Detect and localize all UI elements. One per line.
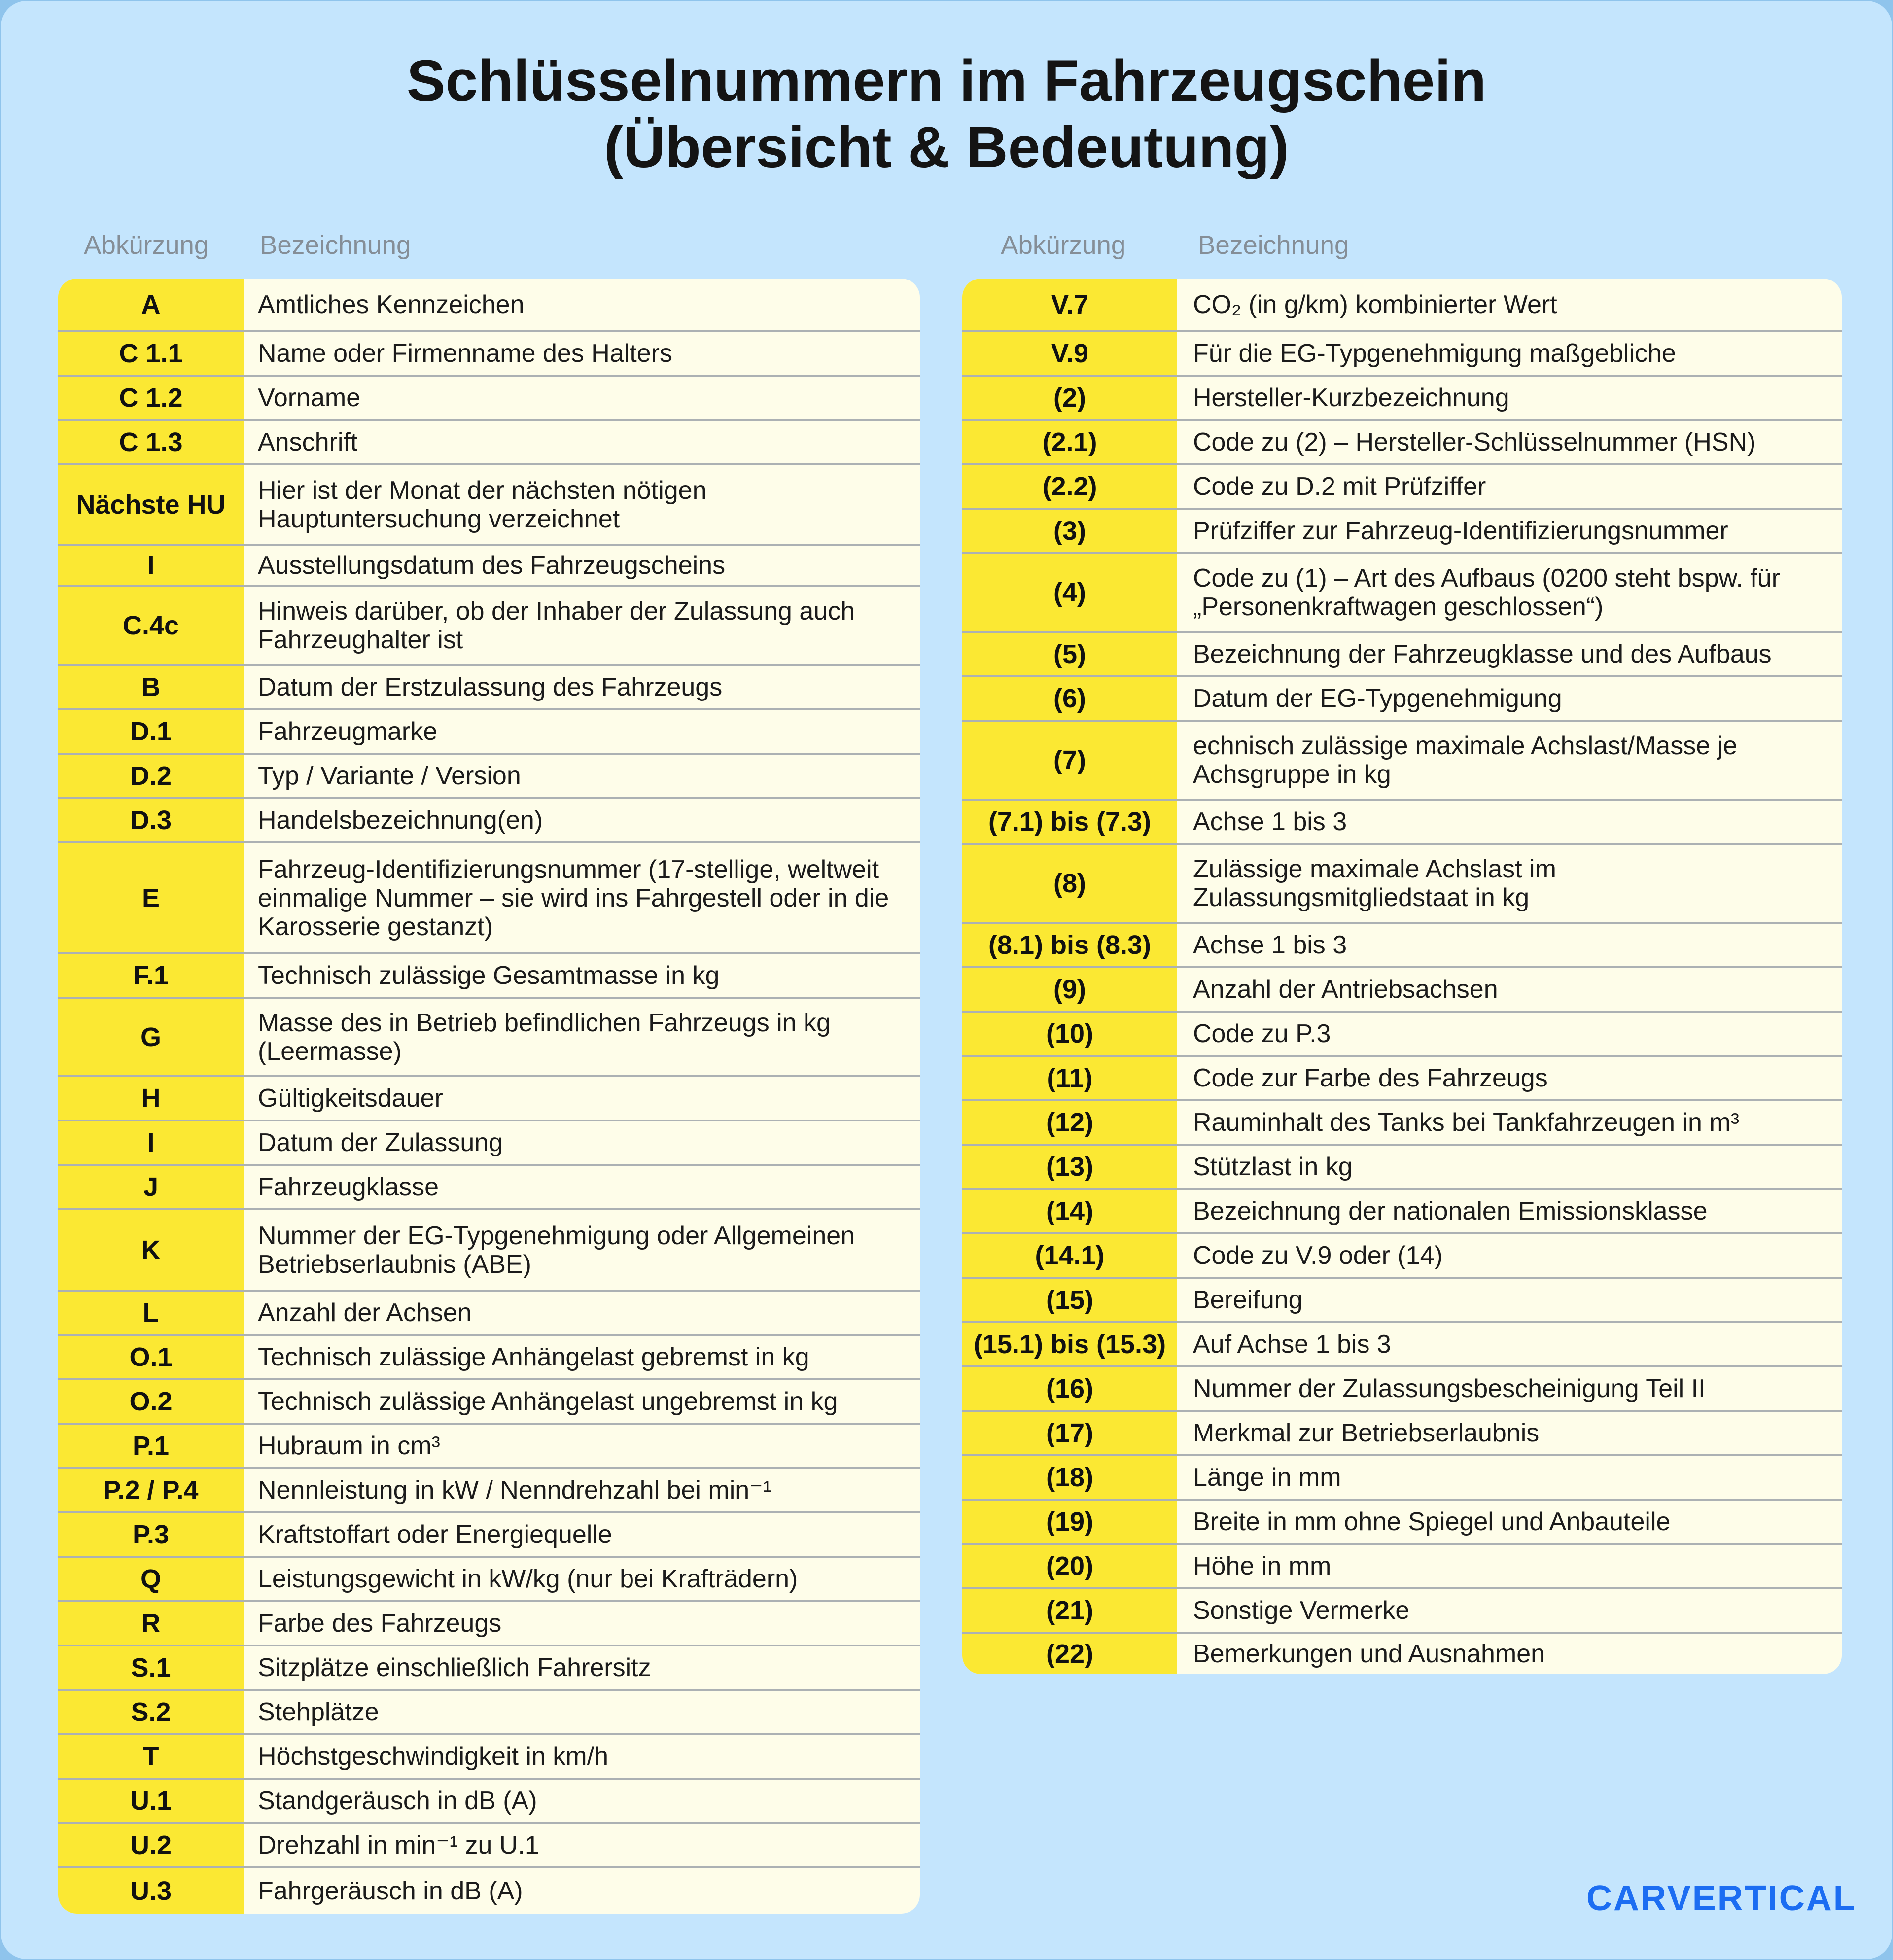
left-table-row: [58, 997, 920, 1075]
abbreviation-cell: (15.1) bis (15.3): [973, 1330, 1166, 1359]
title-line-2: (Übersicht & Bedeutung): [604, 115, 1289, 180]
left-header-abbreviation: Abkürzung: [84, 231, 209, 260]
description-text: Fahrzeug-Identifizierungsnummer (17-stellige, weltweit einmalige Nummer – sie wird ins Fahrgestell oder in die Karosserie gestanzt): [258, 855, 889, 941]
abbreviation-cell: S.2: [131, 1697, 171, 1727]
abbreviation-cell: P.2 / P.4: [103, 1475, 199, 1505]
description-text: Bereifung: [1193, 1286, 1303, 1314]
description-text: Code zu (2) – Hersteller-Schlüsselnummer (HSN): [1193, 428, 1756, 456]
description-cell: [1193, 677, 1832, 720]
left-table-row: [58, 419, 920, 463]
left-table-row: [58, 1733, 920, 1778]
abbreviation-cell: D.3: [130, 805, 172, 835]
right-table-row: [962, 1277, 1842, 1321]
right-table-row: [962, 720, 1842, 799]
description-text: Breite in mm ohne Spiegel und Anbauteile: [1193, 1507, 1671, 1536]
description-cell: [258, 1469, 910, 1511]
abbreviation-cell: K: [141, 1235, 161, 1265]
description-cell: [258, 843, 910, 952]
left-table-row: [58, 841, 920, 952]
description-cell: [1193, 279, 1832, 330]
description-cell: [258, 1868, 910, 1914]
right-table-row: [962, 1410, 1842, 1454]
description-text: Nennleistung in kW / Nenndrehzahl bei min⁻¹: [258, 1476, 771, 1505]
description-text: Technisch zulässige Gesamtmasse in kg: [258, 961, 720, 990]
abbreviation-cell: D.2: [130, 761, 172, 791]
description-cell: [258, 1735, 910, 1778]
abbreviation-cell: (4): [1053, 578, 1086, 607]
right-table-row: [962, 279, 1842, 330]
description-cell: [1193, 332, 1832, 375]
abbreviation-cell: (14.1): [1035, 1241, 1105, 1270]
abbreviation-cell: I: [147, 1128, 155, 1157]
description-text: Für die EG-Typgenehmigung maßgebliche: [1193, 339, 1676, 368]
carvertical-logo: CARVERTICAL: [1586, 1879, 1857, 1918]
description-cell: [258, 377, 910, 419]
description-text: Name oder Firmenname des Halters: [258, 339, 672, 368]
description-cell: [258, 755, 910, 797]
right-header-abbreviation: Abkürzung: [1001, 231, 1126, 260]
abbreviation-cell: (16): [1046, 1374, 1094, 1403]
abbreviation-cell: U.2: [130, 1830, 172, 1860]
description-cell: [258, 465, 910, 544]
description-cell: [1193, 1412, 1832, 1454]
right-table-row: [962, 1454, 1842, 1499]
description-cell: [1193, 1190, 1832, 1232]
abbreviation-cell: (10): [1046, 1019, 1094, 1049]
abbreviation-cell: (17): [1046, 1418, 1094, 1448]
right-table-row: [962, 1365, 1842, 1410]
left-table-row: [58, 279, 920, 330]
abbreviation-cell: O.1: [129, 1342, 173, 1372]
description-cell: [1193, 1589, 1832, 1632]
description-cell: [258, 587, 910, 664]
page-card: [1, 1, 1892, 1959]
description-cell: [1193, 554, 1832, 631]
description-text: Vorname: [258, 384, 361, 412]
abbreviation-cell: H: [141, 1084, 161, 1113]
abbreviation-cell: S.1: [131, 1653, 171, 1682]
description-text: Farbe des Fahrzeugs: [258, 1609, 502, 1638]
description-text: Leistungsgewicht in kW/kg (nur bei Krafträdern): [258, 1565, 798, 1593]
description-cell: [1193, 1501, 1832, 1543]
description-cell: [258, 1602, 910, 1645]
description-text: Länge in mm: [1193, 1463, 1341, 1492]
abbreviation-cell: (15): [1046, 1285, 1094, 1315]
abbreviation-cell: V.9: [1051, 339, 1089, 368]
right-table-row: [962, 1144, 1842, 1188]
right-table-row: [962, 508, 1842, 552]
description-text: Sonstige Vermerke: [1193, 1596, 1410, 1625]
description-cell: [1193, 1146, 1832, 1188]
abbreviation-cell: P.1: [132, 1431, 170, 1461]
abbreviation-cell: L: [142, 1298, 159, 1328]
left-table-row: [58, 1334, 920, 1378]
left-table-row: [58, 330, 920, 375]
abbreviation-cell: J: [143, 1172, 159, 1202]
description-text: Datum der Zulassung: [258, 1128, 503, 1157]
description-cell: [258, 954, 910, 997]
abbreviation-cell: G: [140, 1022, 161, 1052]
left-table-row: [58, 1556, 920, 1600]
description-cell: [1193, 510, 1832, 552]
left-table-row: [58, 585, 920, 664]
abbreviation-cell: (21): [1046, 1596, 1094, 1625]
right-table-row: [962, 631, 1842, 675]
description-cell: [1193, 1545, 1832, 1587]
right-table-row: [962, 1632, 1842, 1674]
description-cell: [1193, 1456, 1832, 1499]
description-cell: [1193, 1057, 1832, 1099]
description-cell: [1193, 421, 1832, 463]
description-text: Drehzahl in min⁻¹ zu U.1: [258, 1831, 539, 1859]
description-cell: [1193, 465, 1832, 508]
abbreviation-cell: R: [141, 1609, 161, 1638]
description-text: Hubraum in cm³: [258, 1432, 440, 1460]
left-table-row: [58, 1075, 920, 1120]
description-text: Auf Achse 1 bis 3: [1193, 1330, 1391, 1359]
description-cell: [1193, 722, 1832, 799]
description-cell: [1193, 1279, 1832, 1321]
abbreviation-cell: U.1: [130, 1786, 172, 1816]
description-cell: [258, 710, 910, 753]
abbreviation-cell: I: [147, 551, 155, 580]
description-text: Stützlast in kg: [1193, 1153, 1353, 1181]
description-cell: [258, 1121, 910, 1164]
left-table-row: [58, 708, 920, 753]
description-text: Anzahl der Achsen: [258, 1298, 472, 1327]
description-text: echnisch zulässige maximale Achslast/Masse je Achsgruppe in kg: [1193, 732, 1738, 789]
description-cell: [258, 1380, 910, 1423]
abbreviation-cell: (8.1) bis (8.3): [988, 930, 1152, 960]
description-text: Bemerkungen und Ausnahmen: [1193, 1640, 1545, 1668]
description-cell: [1193, 1013, 1832, 1055]
left-table-row: [58, 375, 920, 419]
description-cell: [258, 1292, 910, 1334]
left-table-row: [58, 1423, 920, 1467]
description-text: Zulässige maximale Achslast im Zulassungsmitgliedstaat in kg: [1193, 855, 1556, 912]
abbreviation-cell: C 1.2: [119, 383, 183, 413]
right-table: [962, 279, 1842, 1674]
left-table-row: [58, 1467, 920, 1511]
description-text: Hier ist der Monat der nächsten nötigen Hauptuntersuchung verzeichnet: [258, 476, 707, 533]
right-table-row: [962, 675, 1842, 720]
description-text: Höhe in mm: [1193, 1552, 1332, 1580]
right-table-row: [962, 966, 1842, 1011]
description-text: Typ / Variante / Version: [258, 762, 521, 790]
right-table-row: [962, 1321, 1842, 1365]
abbreviation-cell: D.1: [130, 717, 172, 746]
left-table-row: [58, 1378, 920, 1423]
description-text: Bezeichnung der nationalen Emissionsklasse: [1193, 1197, 1708, 1225]
right-table-row: [962, 1587, 1842, 1632]
abbreviation-cell: (2): [1053, 383, 1086, 413]
left-table-row: [58, 664, 920, 708]
left-table-row: [58, 797, 920, 841]
left-table-row: [58, 1120, 920, 1164]
description-text: Stehplätze: [258, 1698, 379, 1726]
abbreviation-cell: C 1.3: [119, 427, 183, 457]
description-cell: [258, 666, 910, 708]
description-text: Fahrzeugklasse: [258, 1173, 439, 1201]
description-cell: [258, 546, 910, 585]
description-cell: [258, 1425, 910, 1467]
left-table-row: [58, 1208, 920, 1290]
description-cell: [258, 1824, 910, 1866]
left-table-row: [58, 1511, 920, 1556]
description-cell: [1193, 968, 1832, 1011]
right-table-row: [962, 799, 1842, 843]
right-header-description: Bezeichnung: [1198, 231, 1349, 260]
description-text: Prüfziffer zur Fahrzeug-Identifizierungsnummer: [1193, 517, 1728, 545]
description-cell: [1193, 801, 1832, 843]
description-text: Technisch zulässige Anhängelast ungebremst in kg: [258, 1387, 838, 1416]
left-table-row: [58, 1290, 920, 1334]
abbreviation-cell: (2.2): [1042, 472, 1097, 501]
description-cell: [258, 1558, 910, 1600]
abbreviation-cell: F.1: [133, 961, 169, 990]
left-table-row: [58, 1778, 920, 1822]
description-text: Anzahl der Antriebsachsen: [1193, 975, 1498, 1004]
abbreviation-cell: (14): [1046, 1196, 1094, 1226]
description-text: Technisch zulässige Anhängelast gebremst in kg: [258, 1343, 809, 1371]
abbreviation-cell: Q: [140, 1564, 161, 1594]
left-table-row: [58, 1689, 920, 1733]
description-text: Datum der EG-Typgenehmigung: [1193, 684, 1562, 713]
abbreviation-cell: (9): [1053, 975, 1086, 1004]
abbreviation-cell: (20): [1046, 1551, 1094, 1581]
left-table-row: [58, 544, 920, 585]
right-table-row: [962, 1232, 1842, 1277]
left-table: [58, 279, 920, 1914]
abbreviation-cell: (7): [1053, 745, 1086, 775]
description-cell: [258, 1646, 910, 1689]
right-table-row: [962, 1055, 1842, 1099]
right-table-row: [962, 1543, 1842, 1587]
description-text: CO₂ (in g/km) kombinierter Wert: [1193, 290, 1557, 319]
description-text: Handelsbezeichnung(en): [258, 806, 543, 835]
description-text: Standgeräusch in dB (A): [258, 1786, 537, 1815]
description-text: Hersteller-Kurzbezeichnung: [1193, 384, 1509, 412]
right-table-row: [962, 843, 1842, 922]
description-cell: [1193, 845, 1832, 922]
abbreviation-cell: (7.1) bis (7.3): [988, 807, 1152, 837]
description-text: Achse 1 bis 3: [1193, 931, 1347, 959]
description-text: Code zu D.2 mit Prüfziffer: [1193, 472, 1486, 501]
description-text: Ausstellungsdatum des Fahrzeugscheins: [258, 551, 726, 580]
abbreviation-cell: O.2: [129, 1387, 173, 1416]
description-cell: [258, 1691, 910, 1733]
abbreviation-cell: (11): [1047, 1063, 1093, 1093]
description-cell: [1193, 1101, 1832, 1144]
description-cell: [1193, 1367, 1832, 1410]
abbreviation-cell: (13): [1046, 1152, 1094, 1182]
abbreviation-cell: E: [141, 883, 160, 913]
abbreviation-cell: Nächste HU: [76, 490, 226, 520]
description-text: Bezeichnung der Fahrzeugklasse und des Aufbaus: [1193, 640, 1772, 668]
abbreviation-cell: (6): [1053, 684, 1086, 713]
description-cell: [258, 1210, 910, 1290]
description-text: Merkmal zur Betriebserlaubnis: [1193, 1419, 1540, 1447]
abbreviation-cell: T: [142, 1742, 159, 1771]
description-cell: [258, 1077, 910, 1120]
right-table-row: [962, 419, 1842, 463]
abbreviation-cell: P.3: [132, 1520, 170, 1549]
description-text: Fahrgeräusch in dB (A): [258, 1877, 523, 1905]
abbreviation-cell: V.7: [1051, 289, 1089, 319]
description-cell: [1193, 1234, 1832, 1277]
description-text: Höchstgeschwindigkeit in km/h: [258, 1742, 608, 1771]
description-text: Code zu (1) – Art des Aufbaus (0200 steht bspw. für „Personenkraftwagen geschlossen“): [1193, 564, 1780, 621]
right-table-row: [962, 1188, 1842, 1232]
description-cell: [258, 1513, 910, 1556]
abbreviation-cell: C 1.1: [119, 339, 183, 368]
description-text: Sitzplätze einschließlich Fahrersitz: [258, 1653, 651, 1682]
abbreviation-cell: (8): [1053, 869, 1086, 898]
left-table-row: [58, 952, 920, 997]
left-table-row: [58, 1866, 920, 1914]
description-text: Masse des in Betrieb befindlichen Fahrzeugs in kg (Leermasse): [258, 1008, 831, 1066]
description-text: Code zu P.3: [1193, 1019, 1331, 1048]
description-cell: [1193, 1323, 1832, 1365]
description-text: Hinweis darüber, ob der Inhaber der Zulassung auch Fahrzeughalter ist: [258, 597, 855, 654]
description-cell: [258, 279, 910, 330]
description-cell: [258, 799, 910, 841]
description-text: Anschrift: [258, 428, 358, 456]
right-table-row: [962, 552, 1842, 631]
abbreviation-cell: (12): [1046, 1108, 1094, 1137]
description-text: Code zur Farbe des Fahrzeugs: [1193, 1064, 1548, 1092]
abbreviation-cell: (19): [1046, 1507, 1094, 1537]
abbreviation-cell: C.4c: [122, 611, 179, 640]
page-title: [1, 48, 1892, 181]
description-cell: [1193, 377, 1832, 419]
description-cell: [258, 1780, 910, 1822]
description-cell: [258, 999, 910, 1075]
right-table-row: [962, 375, 1842, 419]
description-cell: [258, 421, 910, 463]
abbreviation-cell: (18): [1046, 1463, 1094, 1492]
description-cell: [1193, 924, 1832, 966]
description-text: Amtliches Kennzeichen: [258, 290, 525, 319]
description-text: Nummer der Zulassungsbescheinigung Teil II: [1193, 1374, 1706, 1403]
description-cell: [258, 332, 910, 375]
left-table-row: [58, 1164, 920, 1208]
abbreviation-cell: A: [141, 289, 161, 319]
abbreviation-cell: B: [141, 672, 161, 702]
left-header-description: Bezeichnung: [260, 231, 411, 260]
left-table-row: [58, 1600, 920, 1645]
description-cell: [1193, 1634, 1832, 1674]
abbreviation-cell: (22): [1046, 1639, 1094, 1669]
description-text: Nummer der EG-Typgenehmigung oder Allgemeinen Betriebserlaubnis (ABE): [258, 1221, 855, 1279]
right-table-row: [962, 1499, 1842, 1543]
description-cell: [258, 1166, 910, 1208]
description-text: Fahrzeugmarke: [258, 717, 438, 746]
abbreviation-cell: U.3: [130, 1876, 172, 1906]
abbreviation-cell: (5): [1053, 639, 1086, 669]
left-table-row: [58, 1645, 920, 1689]
left-table-row: [58, 463, 920, 544]
left-table-row: [58, 753, 920, 797]
description-cell: [258, 1336, 910, 1378]
right-table-row: [962, 1011, 1842, 1055]
abbreviation-cell: (2.1): [1042, 427, 1097, 457]
right-table-row: [962, 463, 1842, 508]
description-text: Gültigkeitsdauer: [258, 1084, 443, 1113]
description-text: Rauminhalt des Tanks bei Tankfahrzeugen in m³: [1193, 1108, 1740, 1137]
abbreviation-cell: (3): [1053, 516, 1086, 546]
description-text: Code zu V.9 oder (14): [1193, 1241, 1443, 1270]
description-text: Achse 1 bis 3: [1193, 807, 1347, 836]
right-table-row: [962, 330, 1842, 375]
right-table-row: [962, 1099, 1842, 1144]
description-cell: [1193, 633, 1832, 675]
left-table-row: [58, 1822, 920, 1866]
description-text: Datum der Erstzulassung des Fahrzeugs: [258, 673, 723, 701]
title-line-1: Schlüsselnummern im Fahrzeugschein: [406, 48, 1487, 113]
right-table-row: [962, 922, 1842, 966]
description-text: Kraftstoffart oder Energiequelle: [258, 1520, 612, 1549]
